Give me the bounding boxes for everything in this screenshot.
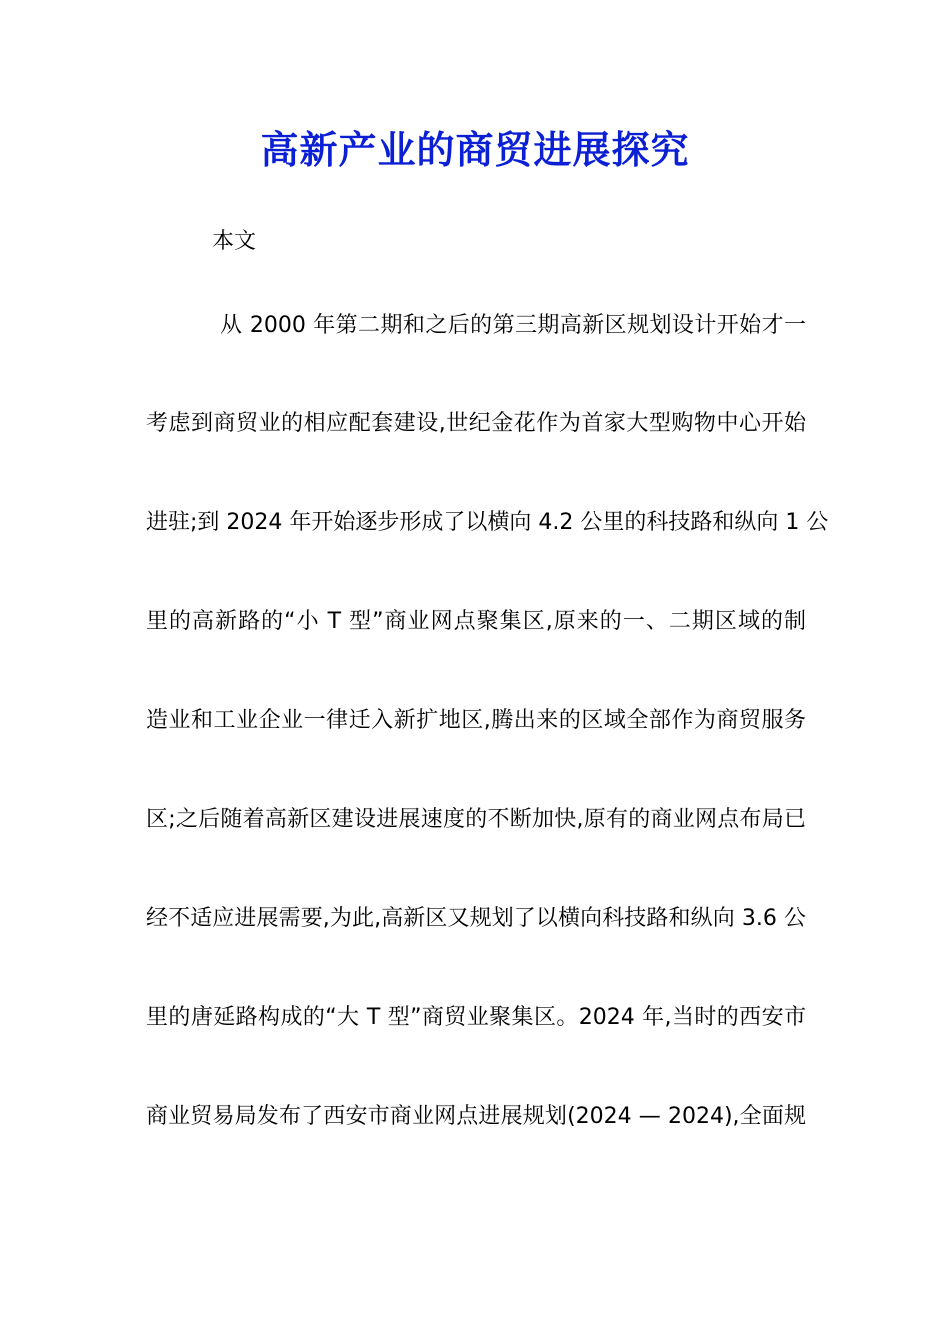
body-line-7: 经不适应进展需要,为此,高新区又规划了以横向科技路和纵向 3.6 公 bbox=[146, 906, 806, 931]
body-line-8: 里的唐延路构成的“大 T 型”商贸业聚集区。2024 年,当时的西安市 bbox=[146, 1005, 806, 1030]
body-line-1: 从 2000 年第二期和之后的第三期高新区规划设计开始才一 bbox=[220, 313, 806, 338]
body-line-4: 里的高新路的“小 T 型”商业网点聚集区,原来的一、二期区域的制 bbox=[146, 609, 806, 634]
body-line-3: 进驻;到 2024 年开始逐步形成了以横向 4.2 公里的科技路和纵向 1 公 bbox=[146, 510, 829, 535]
document-title: 高新产业的商贸进展探究 bbox=[260, 127, 690, 172]
body-line-9: 商业贸易局发布了西安市商业网点进展规划(2024 — 2024),全面规 bbox=[146, 1104, 806, 1129]
body-line-6: 区;之后随着高新区建设进展速度的不断加快,原有的商业网点布局已 bbox=[146, 807, 806, 832]
body-line-5: 造业和工业企业一律迁入新扩地区,腾出来的区域全部作为商贸服务 bbox=[146, 708, 806, 733]
body-line-2: 考虑到商贸业的相应配套建设,世纪金花作为首家大型购物中心开始 bbox=[146, 411, 806, 436]
document-subhead: 本文 bbox=[212, 229, 257, 254]
